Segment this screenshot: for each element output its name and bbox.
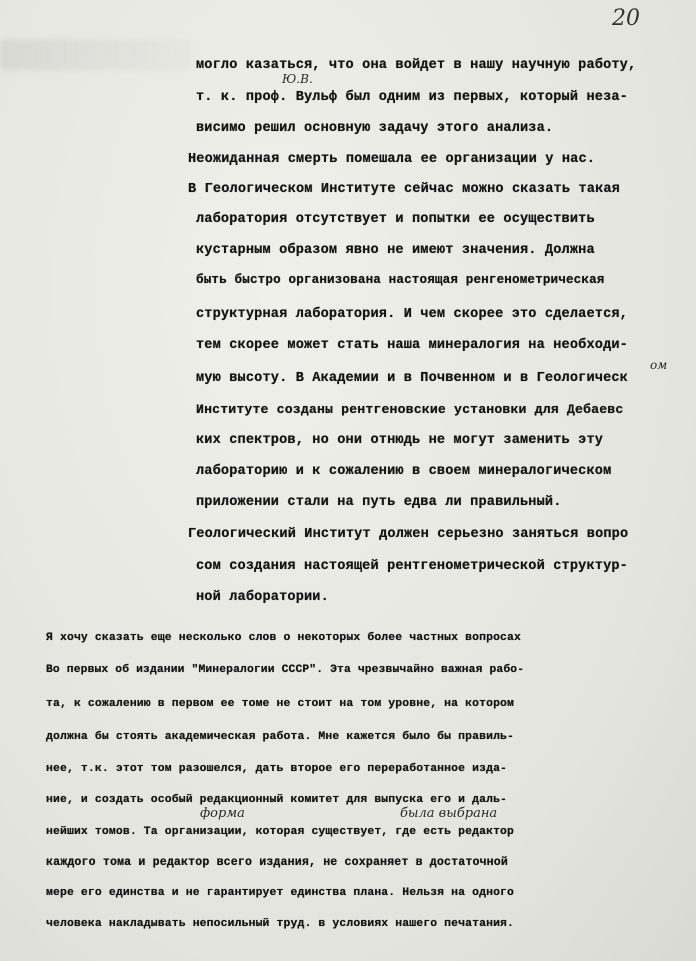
text-line-22: должна бы стоять академическая работа. Мне кажется было бы правиль- [46, 731, 515, 743]
handwritten-initials: Ю.В. [282, 72, 313, 86]
text-line-8: быть быстро организована настоящая ренгенометрическая [196, 273, 605, 287]
text-line-5: В Геологическом Институте сейчас можно сказать такая [188, 182, 620, 197]
text-line-7: кустарным образом явно не имеют значения. Должна [196, 243, 595, 258]
text-line-2: т. к. проф. Вульф был одним из первых, который неза- [196, 90, 628, 105]
handwritten-forma: форма [200, 806, 245, 821]
text-line-9: структурная лаборатория. И чем скорее это сделается, [196, 307, 628, 322]
text-line-28: человека накладывать непосильный труд. в условиях нашего печатания. [46, 918, 515, 930]
text-line-12: Институте созданы рентгеновские установки для Дебаевс [196, 402, 624, 417]
page-number: 20 [612, 6, 640, 31]
text-line-16: Геологический Институт должен серьезно заняться вопро [188, 527, 629, 542]
text-line-27: мере его единства и не гарантирует единства плана. Нельзя на одного [46, 887, 515, 899]
text-line-23: нее, т.к. этот том разошелся, дать второе его переработанное изда- [46, 763, 508, 775]
text-line-25: нейших томов. Та организации, которая существует, где есть редактор [46, 826, 515, 838]
text-line-21: та, к сожалению в первом ее томе не стоит на том уровне, на котором [46, 698, 515, 710]
text-line-3: висимо решил основную задачу этого анализа. [196, 121, 554, 136]
text-line-19: Я хочу сказать еще несколько слов о некоторых более частных вопросах [46, 632, 522, 644]
paper-smudge [0, 40, 190, 70]
text-line-26: каждого тома и редактор всего издания, не сохраняет в достаточной [46, 856, 508, 869]
handwritten-byla-vybrana: была выбрана [400, 806, 498, 821]
text-line-11: мую высоту. В Академии и в Почвенном и в Геологическ [196, 371, 628, 386]
text-line-4: Неожиданная смерть помешала ее организации у нас. [188, 152, 596, 167]
text-line-1: могло казаться, что она войдет в нашу научную работу, [196, 58, 637, 73]
text-line-15: приложении стали на путь едва ли правильный. [196, 495, 562, 510]
text-line-10: тем скорее может стать наша минералогия на необходи- [196, 338, 628, 353]
text-line-13: ких спектров, но они отнюдь не могут заменить эту [196, 433, 604, 448]
text-line-18: ной лаборатории. [196, 590, 329, 605]
text-line-24: ние, и создать особый редакционный комитет для выпуска его и даль- [46, 794, 508, 806]
text-line-17: сом создания настоящей рентгенометрической структур- [196, 559, 628, 574]
text-line-14: лабораторию и к сожалению в своем минералогическом [196, 464, 612, 479]
text-line-20: Во первых об издании "Минералогии СССР". Эта чрезвычайно важная рабо- [46, 664, 525, 676]
text-line-6: лаборатория отсутствует и попытки ее осуществить [196, 212, 595, 227]
handwritten-ending-om: ом [650, 358, 668, 372]
